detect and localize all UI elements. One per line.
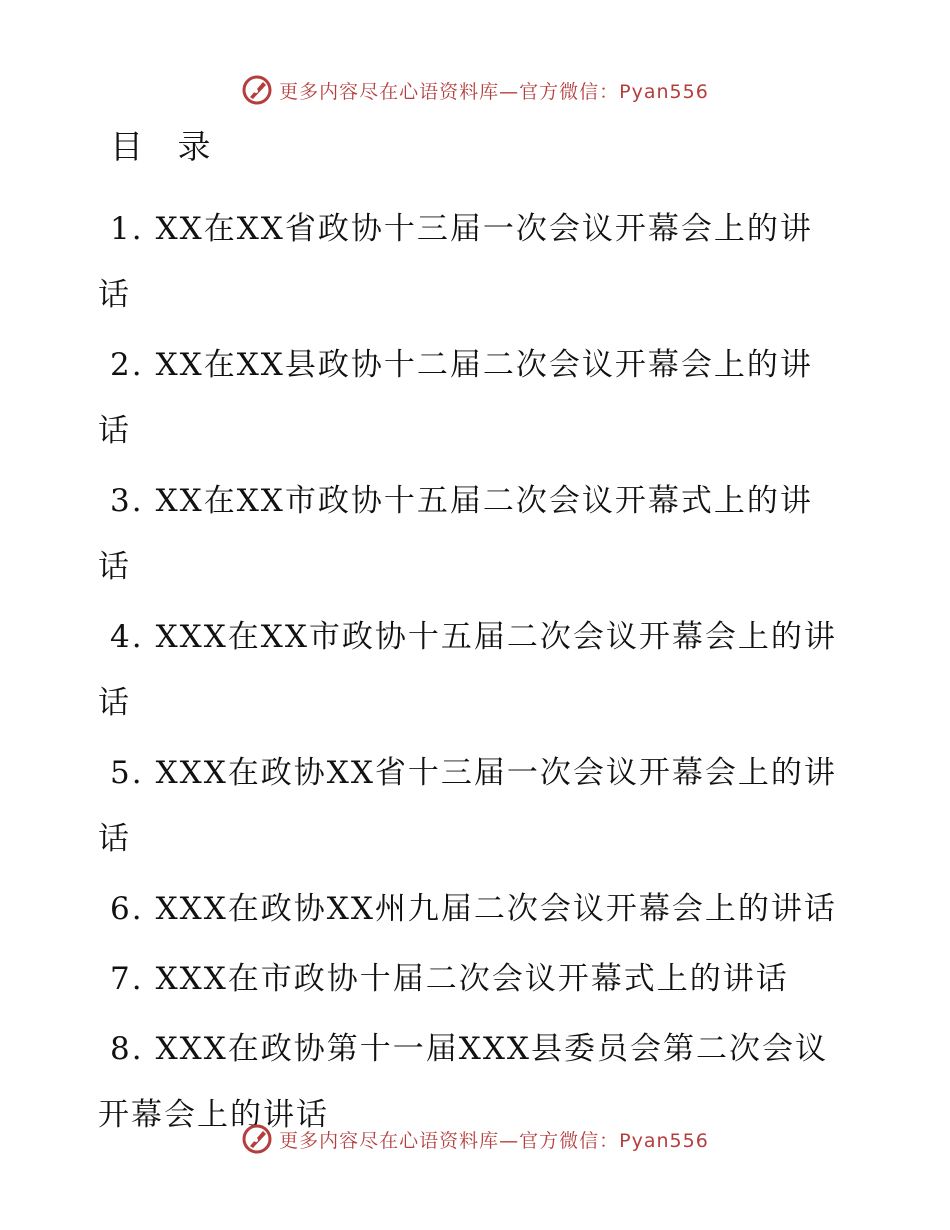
pen-logo-icon: [241, 1123, 273, 1155]
toc-item-number: 6.: [110, 891, 144, 927]
toc-item-title: XXX在政协XX省十三届一次会议开幕会上的讲: [155, 755, 837, 791]
toc-list: [98, 196, 858, 1152]
toc-item-number: 1.: [110, 211, 144, 247]
toc-item: [98, 946, 858, 1012]
toc-item: [98, 740, 858, 872]
toc-item: [98, 876, 858, 942]
toc-item: [98, 332, 858, 464]
toc-item-continuation: 话: [98, 277, 131, 313]
toc-item-number: 2.: [110, 347, 144, 383]
toc-item-title: XX在XX县政协十二届二次会议开幕会上的讲: [155, 347, 813, 383]
toc-item-title: XX在XX市政协十五届二次会议开幕式上的讲: [155, 483, 813, 519]
toc-item: [98, 196, 858, 328]
toc-item-title: XXX在政协第十一届XXX县委员会第二次会议: [155, 1031, 828, 1067]
toc-item-title: XXX在市政协十届二次会议开幕式上的讲话: [155, 961, 789, 997]
toc-item-title: XXX在政协XX州九届二次会议开幕会上的讲话: [155, 891, 837, 927]
footer-watermark: [0, 1121, 950, 1157]
toc-item-number: 5.: [110, 755, 144, 791]
pen-logo-icon: [241, 74, 273, 106]
toc-item-continuation: 话: [98, 821, 131, 857]
toc-item-continuation: 开幕会上的讲话: [98, 1097, 329, 1133]
toc-item-title: XXX在XX市政协十五届二次会议开幕会上的讲: [155, 619, 837, 655]
toc-item-number: 4.: [110, 619, 144, 655]
toc-item: [98, 604, 858, 736]
watermark-text: 更多内容尽在心语资料库—官方微信：Pyan556: [279, 80, 709, 103]
toc-item-continuation: 话: [98, 549, 131, 585]
toc-item-continuation: 话: [98, 685, 131, 721]
header-watermark: [0, 72, 950, 108]
watermark-text: 更多内容尽在心语资料库—官方微信：Pyan556: [279, 1129, 709, 1152]
toc-item-continuation: 话: [98, 413, 131, 449]
toc-title: 目 录: [110, 127, 223, 166]
toc-item-number: 8.: [110, 1031, 144, 1067]
toc-item: [98, 468, 858, 600]
toc-item-number: 3.: [110, 483, 144, 519]
toc-item-number: 7.: [110, 961, 144, 997]
toc-item-title: XX在XX省政协十三届一次会议开幕会上的讲: [155, 211, 813, 247]
